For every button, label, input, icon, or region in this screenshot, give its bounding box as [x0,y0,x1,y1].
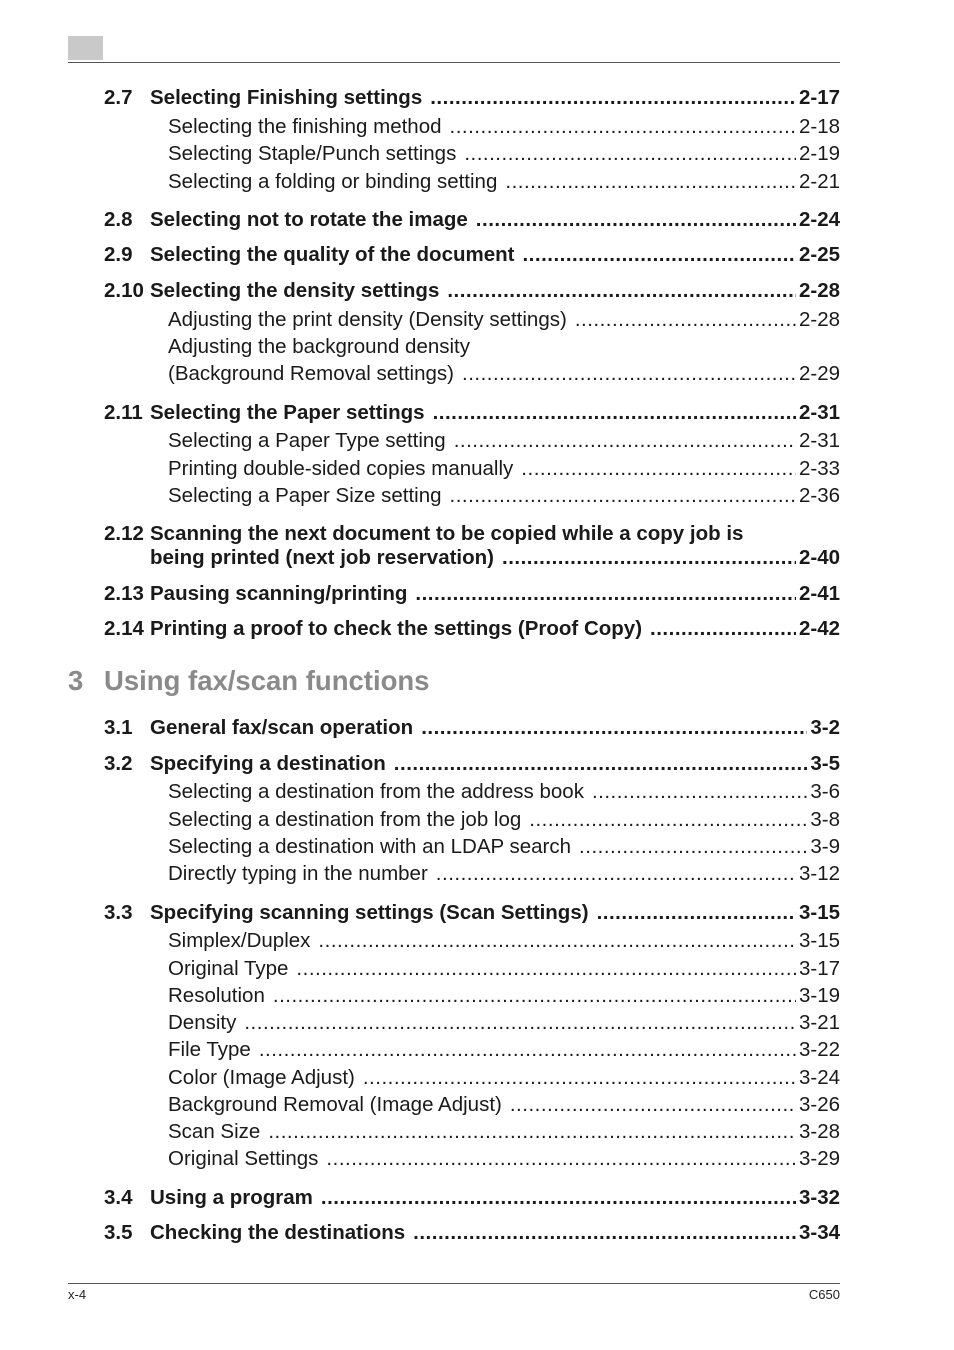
entry-line [168,808,840,832]
page-reference: 3-6 [810,780,840,803]
page-reference: 2-41 [798,582,840,605]
entry-line [150,617,840,641]
entry-line [168,835,840,859]
entry-title: Selecting the density settings [150,279,440,302]
section-number: 3.4 [104,1186,133,1209]
dot-leader [413,1221,796,1245]
page-reference: 2-31 [798,401,840,424]
footer-rule [68,1283,840,1284]
page-reference: 3-12 [798,862,840,885]
entry-line [150,1186,840,1210]
entry-line [168,1038,840,1062]
entry-line [168,984,840,1008]
page-reference: 2-19 [798,142,840,165]
entry-title: Checking the destinations [150,1221,406,1244]
entry-title: Using a program [150,1186,313,1209]
section-number: 3.5 [104,1221,133,1244]
entry-line [150,716,840,740]
page-reference: 3-28 [798,1120,840,1143]
chapter-number: 3 [68,665,84,696]
page-reference: 3-2 [810,716,840,739]
entry-title: Directly typing in the number [168,862,428,885]
entry-title-line1: Adjusting the background density [168,335,471,358]
entry-line [168,1093,840,1117]
entry-title: Selecting the quality of the document [150,243,515,266]
entry-line [168,1120,840,1144]
page-reference: 3-26 [798,1093,840,1116]
dot-leader [521,457,796,481]
entry-title: Scan Size [168,1120,261,1143]
section-number: 2.14 [104,617,144,640]
page-reference: 2-36 [798,484,840,507]
entry-line [150,208,840,232]
entry-title: Selecting the Paper settings [150,401,425,424]
entry-line [168,457,840,481]
page-reference: 3-21 [798,1011,840,1034]
entry-line [168,429,840,453]
dot-leader [273,984,796,1008]
entry-line [168,362,840,386]
section-number: 3.1 [104,716,133,739]
entry-title: being printed (next job reservation) [150,546,494,569]
entry-line [168,957,840,981]
dot-leader [296,957,796,981]
section-number: 2.8 [104,208,133,231]
dot-leader [529,808,807,832]
page-reference: 3-5 [810,752,840,775]
entry-line [168,780,840,804]
entry-title: Printing a proof to check the settings (Proof Copy) [150,617,643,640]
dot-leader [597,901,796,925]
section-number: 3.3 [104,901,133,924]
dot-leader [447,279,796,303]
page-reference: 3-34 [798,1221,840,1244]
entry-line [150,279,840,303]
entry-line [150,546,840,570]
page-reference: 2-25 [798,243,840,266]
entry-title: Selecting a Paper Size setting [168,484,442,507]
entry-line [150,901,840,925]
entry-line [168,484,840,508]
chapter-heading [68,665,429,697]
page-reference: 3-8 [810,808,840,831]
dot-leader [450,115,796,139]
entry-title: Original Settings [168,1147,319,1170]
dot-leader [575,308,796,332]
entry-line [168,170,840,194]
entry-title: Selecting a destination from the address book [168,780,584,803]
entry-line [168,142,840,166]
page-reference: 2-40 [798,546,840,569]
dot-leader [579,835,807,859]
entry-title: Specifying scanning settings (Scan Settings) [150,901,589,924]
dot-leader [450,484,796,508]
page-reference: 3-19 [798,984,840,1007]
entry-line [168,929,840,953]
page-reference: 3-24 [798,1066,840,1089]
section-number: 2.7 [104,86,133,109]
entry-title: Selecting a destination with an LDAP search [168,835,572,858]
dot-leader [650,617,796,641]
dot-leader [592,780,807,804]
entry-line [150,401,840,425]
entry-title: Selecting the finishing method [168,115,442,138]
entry-title: Color (Image Adjust) [168,1066,355,1089]
entry-title: Background Removal (Image Adjust) [168,1093,502,1116]
entry-line [150,752,840,776]
entry-title: Selecting not to rotate the image [150,208,468,231]
page-reference: 2-21 [798,170,840,193]
entry-line [150,243,840,267]
page-reference: 2-17 [798,86,840,109]
chapter-title: Using fax/scan functions [104,665,430,696]
page-reference: 2-18 [798,115,840,138]
page-reference: 3-17 [798,957,840,980]
dot-leader [268,1120,796,1144]
section-number: 2.12 [104,522,144,545]
dot-leader [415,582,796,606]
dot-leader [502,546,796,570]
dot-leader [321,1186,796,1210]
dot-leader [454,429,796,453]
page-reference: 3-22 [798,1038,840,1061]
entry-title: Selecting a folding or binding setting [168,170,498,193]
entry-title: Original Type [168,957,289,980]
dot-leader [244,1011,796,1035]
page-reference: 2-28 [798,308,840,331]
section-number: 2.10 [104,279,144,302]
entry-title: Selecting Finishing settings [150,86,423,109]
page-reference: 2-33 [798,457,840,480]
entry-line [168,308,840,332]
dot-leader [464,142,796,166]
entry-title: Selecting a Paper Type setting [168,429,446,452]
header-tab-marker [68,36,103,60]
entry-line [168,1066,840,1090]
dot-leader [436,862,796,886]
dot-leader [421,716,807,740]
dot-leader [394,752,808,776]
section-number: 2.13 [104,582,144,605]
dot-leader [505,170,796,194]
dot-leader [259,1038,796,1062]
dot-leader [363,1066,796,1090]
entry-title: Adjusting the print density (Density settings) [168,308,567,331]
page-reference: 3-15 [798,929,840,952]
page-reference: 2-42 [798,617,840,640]
entry-title: Selecting a destination from the job log [168,808,522,831]
entry-line [150,582,840,606]
entry-line [168,1147,840,1171]
page-reference: 2-28 [798,279,840,302]
dot-leader [510,1093,796,1117]
entry-line [150,86,840,110]
entry-line [150,1221,840,1245]
page-reference: 3-32 [798,1186,840,1209]
dot-leader [430,86,796,110]
section-number: 3.2 [104,752,133,775]
entry-line [168,1011,840,1035]
page-reference: 2-24 [798,208,840,231]
header-rule [68,62,840,63]
page-reference: 3-9 [810,835,840,858]
dot-leader [522,243,795,267]
dot-leader [318,929,796,953]
page-reference: 2-31 [798,429,840,452]
entry-title: Specifying a destination [150,752,386,775]
entry-title: Simplex/Duplex [168,929,311,952]
dot-leader [433,401,796,425]
page-reference: 3-15 [798,901,840,924]
entry-line [168,115,840,139]
footer-model-name: C650 [808,1287,840,1302]
page-reference: 2-29 [798,362,840,385]
entry-title: Printing double-sided copies manually [168,457,514,480]
entry-title: Resolution [168,984,265,1007]
entry-title: Selecting Staple/Punch settings [168,142,457,165]
entry-title: Density [168,1011,237,1034]
dot-leader [462,362,796,386]
dot-leader [476,208,796,232]
page-reference: 3-29 [798,1147,840,1170]
entry-title-line1: Scanning the next document to be copied while a copy job is [150,522,744,545]
footer-page-number: x-4 [68,1287,87,1302]
section-number: 2.9 [104,243,133,266]
dot-leader [326,1147,796,1171]
entry-line [168,862,840,886]
entry-title: (Background Removal settings) [168,362,454,385]
entry-title: File Type [168,1038,251,1061]
entry-title: Pausing scanning/printing [150,582,408,605]
section-number: 2.11 [104,401,143,424]
entry-title: General fax/scan operation [150,716,414,739]
